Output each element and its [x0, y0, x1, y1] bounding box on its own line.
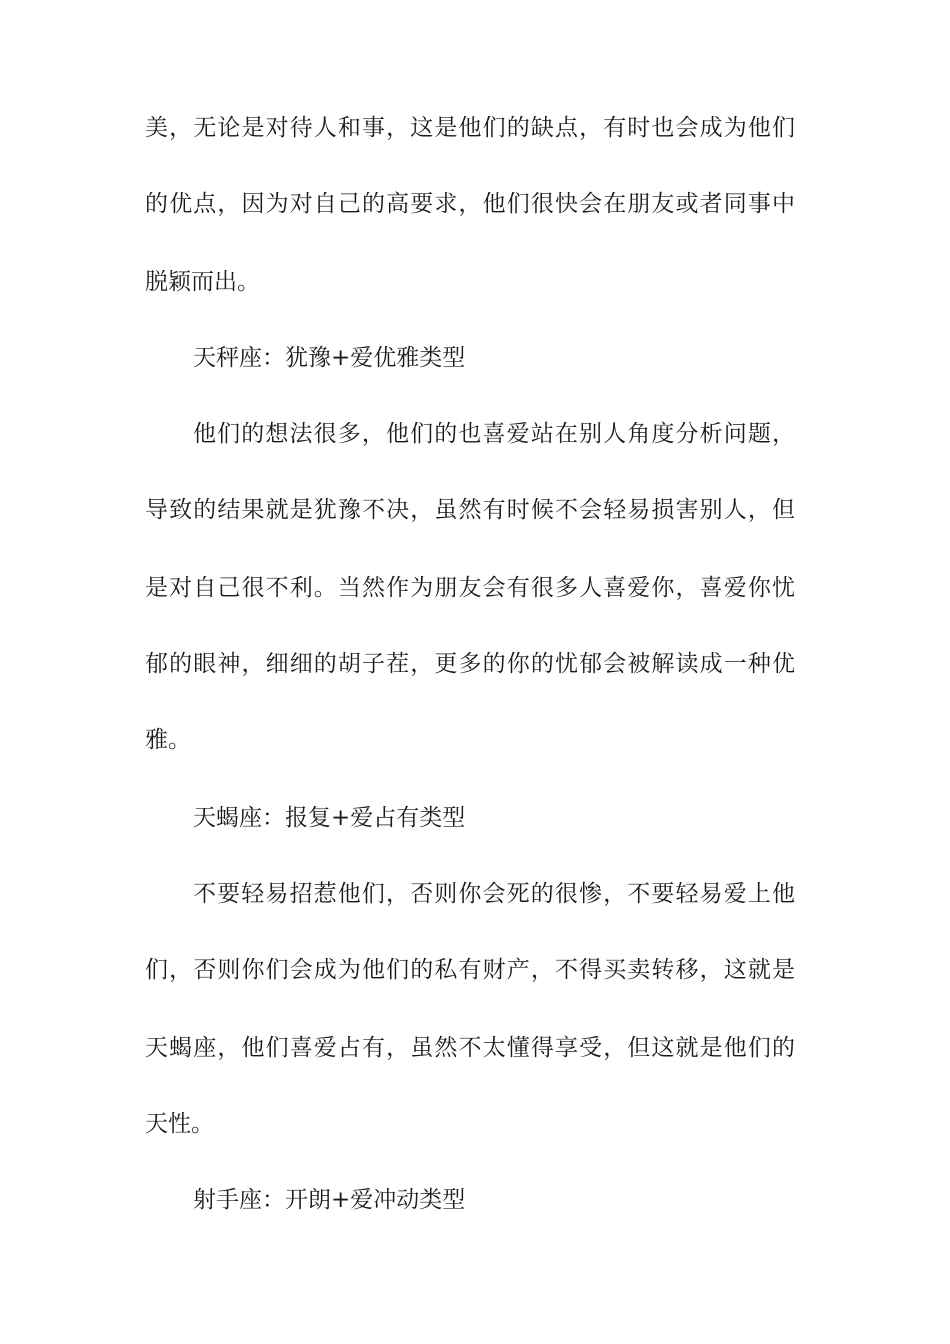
- section-heading-libra: 天秤座：犹豫+爱优雅类型: [193, 345, 466, 371]
- body-line: 不要轻易招惹他们，否则你会死的很惨，不要轻易爱上他: [193, 881, 795, 907]
- body-line: 的优点，因为对自己的高要求，他们很快会在朋友或者同事中: [145, 191, 795, 217]
- body-line: 雅。: [145, 727, 191, 753]
- body-line: 导致的结果就是犹豫不决，虽然有时候不会轻易损害别人，但: [145, 497, 795, 523]
- body-line: 天性。: [145, 1111, 214, 1137]
- body-line: 脱颖而出。: [145, 269, 260, 295]
- body-line: 他们的想法很多，他们的也喜爱站在别人角度分析问题，: [193, 421, 795, 447]
- body-line: 是对自己很不利。当然作为朋友会有很多人喜爱你，喜爱你忧: [145, 575, 795, 601]
- body-line: 郁的眼神，细细的胡子茬，更多的你的忧郁会被解读成一种优: [145, 651, 795, 677]
- section-heading-sagittarius: 射手座：开朗+爱冲动类型: [193, 1187, 466, 1213]
- body-line: 美，无论是对待人和事，这是他们的缺点，有时也会成为他们: [145, 115, 795, 141]
- section-heading-scorpio: 天蝎座：报复+爱占有类型: [193, 805, 466, 831]
- body-line: 们，否则你们会成为他们的私有财产，不得买卖转移，这就是: [145, 957, 795, 983]
- body-line: 天蝎座，他们喜爱占有，虽然不太懂得享受，但这就是他们的: [145, 1035, 795, 1061]
